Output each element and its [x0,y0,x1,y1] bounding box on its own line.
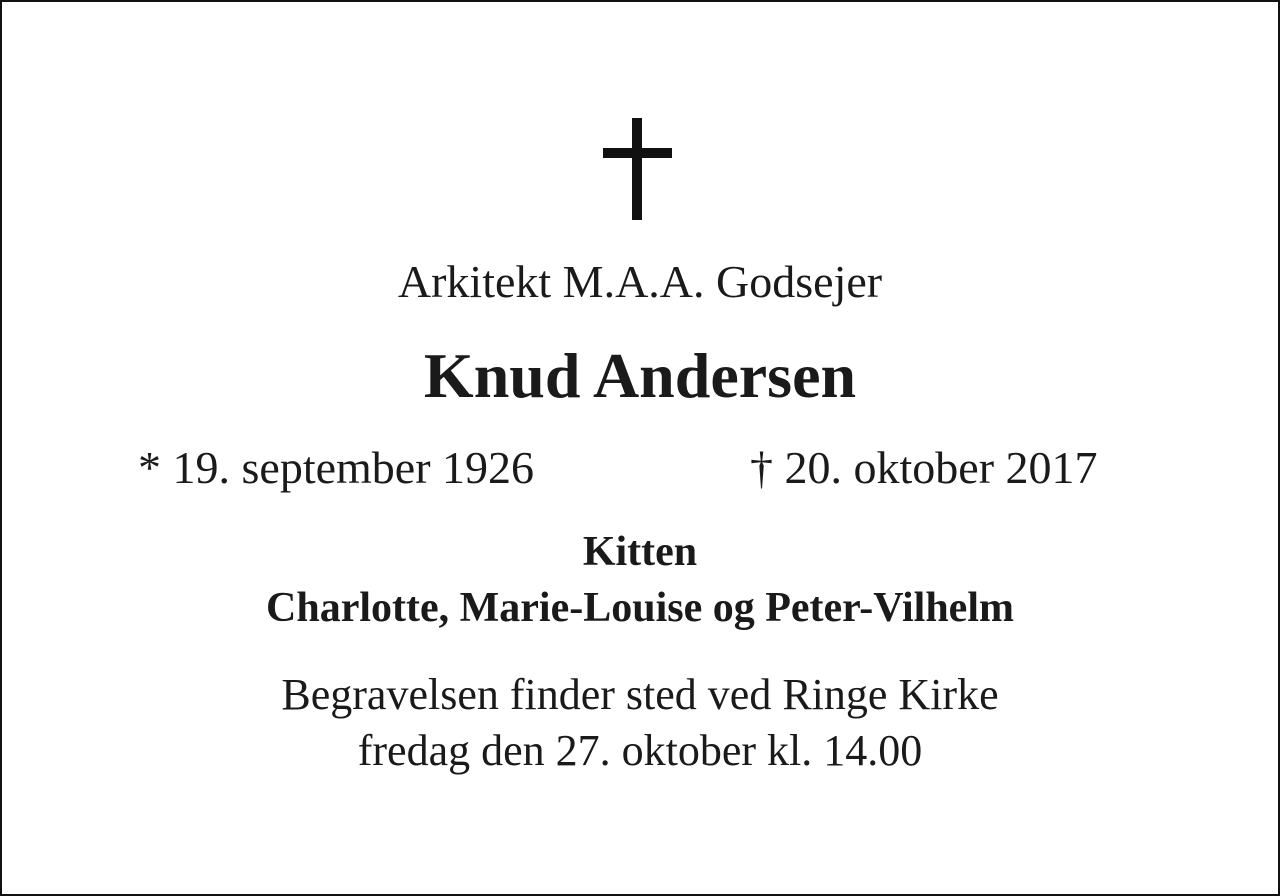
cross-vertical-bar [632,118,642,220]
latin-cross-icon [603,118,672,220]
birth-date: * 19. september 1926 [138,442,535,493]
life-dates [2,438,1278,498]
family-children: Charlotte, Marie-Louise og Peter-Vilhelm [266,585,1014,631]
cross-horizontal-bar [603,148,672,158]
deceased-title: Arkitekt M.A.A. Godsejer [397,256,883,307]
funeral-location: Begravelsen finder sted ved Ringe Kirke [281,670,999,719]
deceased-name: Knud Andersen [423,340,857,411]
death-date: † 20. oktober 2017 [750,442,1098,493]
family-spouse: Kitten [582,529,698,575]
funeral-time: fredag den 27. oktober kl. 14.00 [357,726,923,775]
